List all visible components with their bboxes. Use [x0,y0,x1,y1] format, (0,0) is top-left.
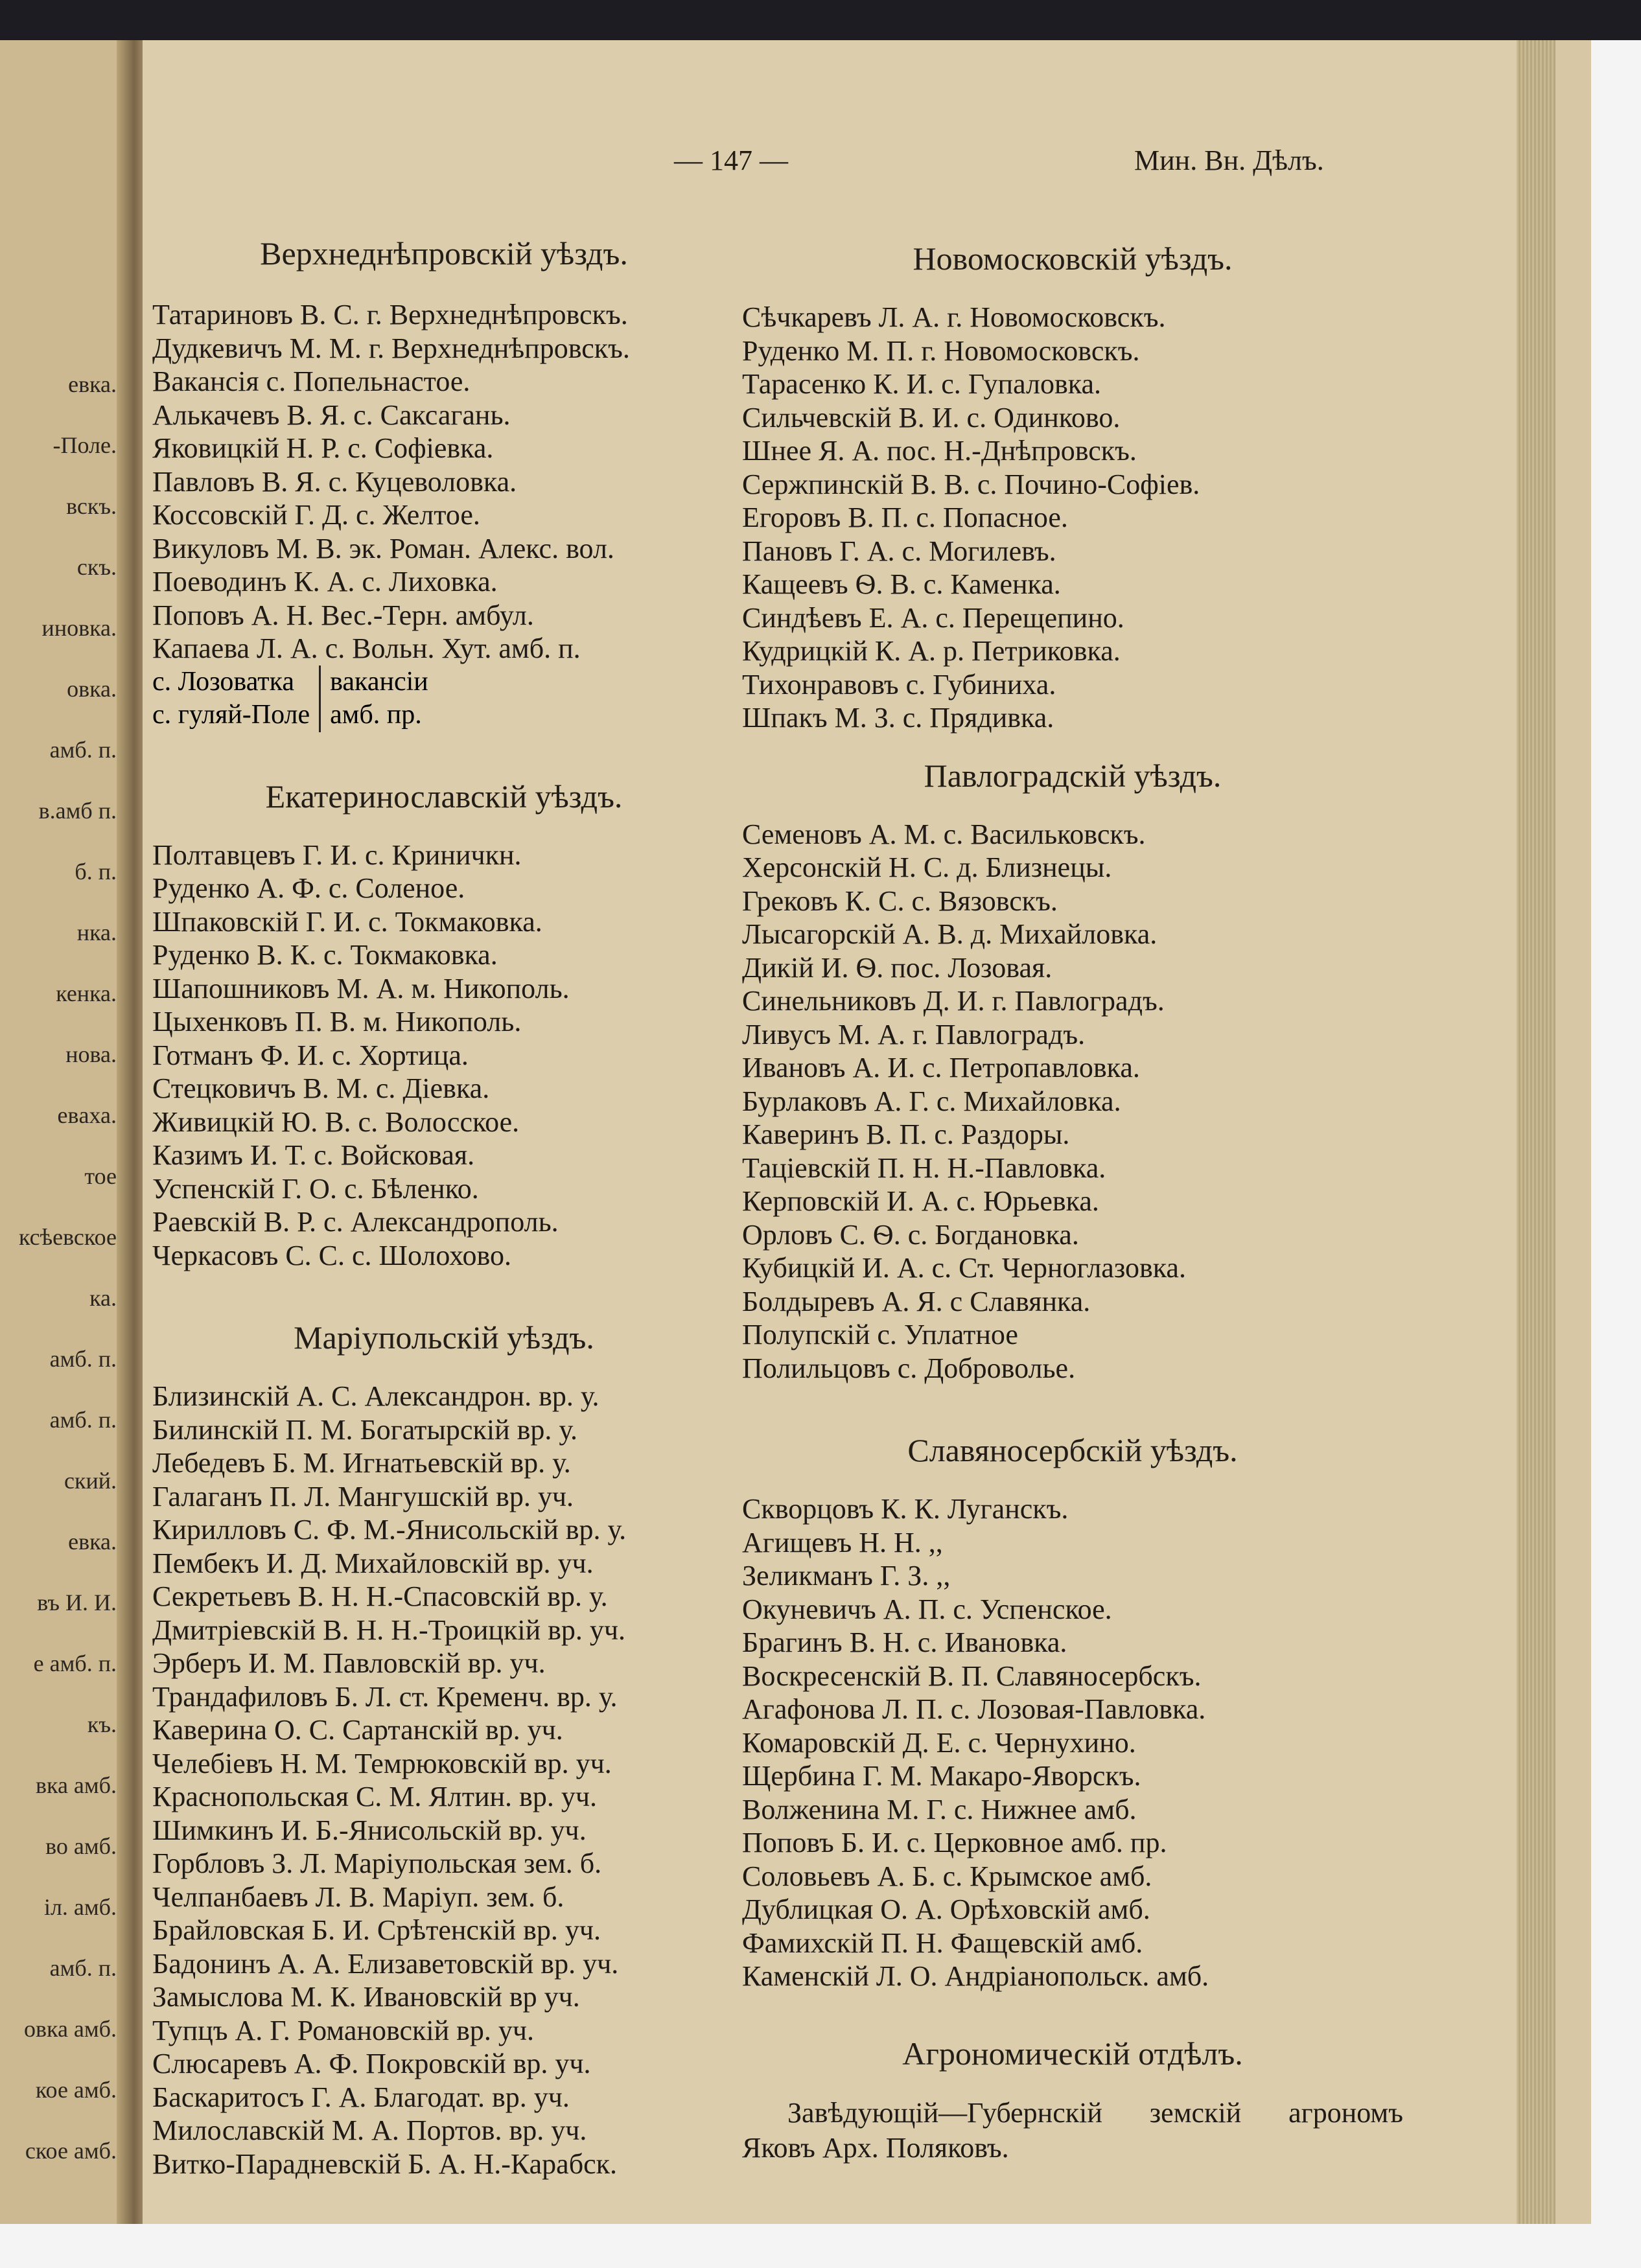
list-item: Поеводинъ К. А. с. Лиховка. [152,566,498,597]
list-item: Болдыревъ А. Я. с Славянка. [742,1285,1091,1317]
list-item: Челпанбаевъ Л. В. Маріуп. зем. б. [152,1880,564,1913]
list-item: Полупскій с. Уплатное [742,1319,1018,1350]
list-item: Шимкинъ И. Б.-Янисольскій вр. уч. [152,1814,587,1846]
left-page-text: евка. [68,1529,117,1555]
left-page-text: ский. [64,1468,117,1494]
page-number: — 147 — [674,145,788,176]
list-item: Эрберъ И. М. Павловскій вр. уч. [152,1647,546,1679]
list-item: Фамихскій П. Н. Фащевскій амб. [742,1927,1143,1959]
list-item: с. Лозоватка [152,666,295,697]
list-item: Соловьевъ А. Б. с. Крымское амб. [742,1860,1152,1892]
scan-top-border [0,0,1641,40]
list-item: Павловъ В. Я. с. Куцеволовка. [152,465,517,498]
list-item: Грековъ К. С. с. Вязовскъ. [742,885,1058,917]
section-title: Екатеринославскій уѣздъ. [265,778,623,815]
list-item: Кирилловъ С. Ф. М.-Янисольскій вр. у. [152,1514,627,1545]
list-item: Сѣчкаревъ Л. А. г. Новомосковскъ. [742,301,1166,333]
section-list [742,818,1403,1385]
list-item: Руденко М. П. г. Новомосковскъ. [742,334,1140,367]
page-edge [1517,40,1555,2224]
list-item: Таціевскій П. Н. Н.-Павловка. [742,1151,1106,1184]
list-item: Брайловская Б. И. Срѣтенскій вр. уч. [152,1914,601,1946]
scan-right-border [1591,40,1641,2224]
list-item: Полтавцевъ Г. И. с. Криничкн. [152,839,522,871]
list-item: Кубицкій И. А. с. Ст. Черноглазовка. [742,1252,1186,1284]
brace-right [321,665,428,732]
list-item: Руденко В. К. с. Токмаковка. [152,939,498,971]
list-item: Лысагорскій А. В. д. Михайловка. [742,918,1158,950]
list-item: Успенскій Г. О. с. Бѣленко. [152,1172,479,1205]
list-item: Готманъ Ф. И. с. Хортица. [152,1039,469,1071]
list-item: Близинскій А. С. Александрон. вр. у. [152,1380,599,1412]
book-spread [0,40,1591,2224]
list-item: Ивановъ А. И. с. Петропавловка. [742,1052,1140,1083]
list-item: Брагинъ В. Н. с. Ивановка. [742,1626,1067,1658]
list-item: Пановъ Г. А. с. Могилевъ. [742,535,1056,567]
left-page-text: вскъ. [66,493,117,519]
list-item: с. гуляй-Поле [152,700,310,730]
list-item: Синдѣевъ Е. А. с. Перещепино. [742,601,1124,634]
list-item: Воскресенскій В. П. Славяносербскъ. [742,1660,1202,1692]
list-item: Стецковичъ В. М. с. Діевка. [152,1072,490,1104]
list-item: Викуловъ М. В. эк. Роман. Алекс. вол. [152,532,614,564]
section-title: Агрономическій отдѣлъ. [902,2035,1243,2072]
left-page-text: овка амб. [24,2016,117,2042]
list-item: Замыслова М. К. Ивановскій вр уч. [152,1981,580,2013]
brace-group [152,665,736,732]
list-item: Шнее Я. А. пос. Н.-Днѣпровскъ. [742,435,1137,467]
left-page-text: іл. амб. [43,1894,117,1920]
list-item: Тупцъ А. Г. Романовскій вр. уч. [152,2014,535,2046]
column-right [742,240,1403,2166]
left-page-text: въ И. И. [37,1590,117,1615]
list-item: Полильцовъ с. Доброволье. [742,1352,1076,1384]
left-page-text: амб. п. [49,1955,117,1981]
list-item: Керповскій И. А. с. Юрьевка. [742,1185,1099,1217]
list-item: Живицкій Ю. В. с. Волосское. [152,1105,520,1138]
left-page-text: амб. п. [49,1407,117,1433]
list-item: Трандафиловъ Б. Л. ст. Кременч. вр. у. [152,1680,618,1713]
left-page-text: -Поле. [52,432,117,458]
list-item: Бурлаковъ А. Г. с. Михайловка. [742,1085,1121,1117]
left-page-text: къ. [87,1711,117,1737]
left-page-text: евка. [68,371,117,397]
list-item: Дикій И. Ѳ. пос. Лозовая. [742,951,1053,984]
agronomic-paragraph: Завѣдующій—Губернскій земскій агрономъ Яковъ Арх. Поляковъ. [742,2096,1403,2164]
list-item: Зеликманъ Г. З. ,, [742,1560,951,1591]
list-item: Капаева Л. А. с. Вольн. Хут. амб. п. [152,632,581,664]
left-page-fragment [0,40,130,2224]
left-page-text: кенка. [56,980,117,1006]
section-title: Верхнеднѣпровскій уѣздъ. [260,235,628,272]
left-page-text: евaха. [57,1102,117,1128]
list-item: Ливусъ М. А. г. Павлоградъ. [742,1018,1086,1050]
list-item: Орловъ С. Ѳ. с. Богдановка. [742,1218,1079,1251]
list-item: Окуневичъ А. П. с. Успенское. [742,1593,1112,1625]
list-item: Раевскій В. Р. с. Александрополь. [152,1206,559,1238]
list-item: Галаганъ П. Л. Мангушскій вр. уч. [152,1480,574,1512]
section-list [742,301,1403,735]
list-item: Агищевъ Н. Н. ,, [742,1526,943,1558]
left-page-text: е амб. п. [33,1650,117,1676]
list-item: Каверинъ В. П. с. Раздоры. [742,1118,1070,1150]
list-item: Комаровскій Д. Е. с. Чернухино. [742,1726,1136,1759]
list-item: Шпаковскій Г. И. с. Токмаковка. [152,905,542,938]
list-item: Руденко А. Ф. с. Соленое. [152,872,465,904]
list-item: Вакансія с. Попельнастое. [152,365,471,397]
list-item: Шапошниковъ М. А. м. Никополь. [152,972,570,1004]
left-page-text: иновка. [41,615,117,641]
list-item: Пембекъ И. Д. Михайловскій вр. уч. [152,1547,594,1579]
list-item: Херсонскій Н. С. д. Близнецы. [742,851,1112,883]
list-item: Поповъ Б. И. с. Церковное амб. пр. [742,1827,1167,1858]
list-item: Семеновъ А. М. с. Васильковскъ. [742,818,1146,850]
list-item: Сержпинскій В. В. с. Почино-Софіев. [742,468,1200,500]
list-item: Горбловъ З. Л. Маріупольская зем. б. [152,1847,602,1879]
list-item: Секретьевъ В. Н. Н.-Спасовскій вр. у. [152,1580,608,1612]
list-item: Черкасовъ С. С. с. Шолохово. [152,1239,512,1271]
left-page-text: ка. [89,1285,117,1311]
list-item: Тарасенко К. И. с. Гупаловка. [742,368,1101,400]
list-item: Сильчевскій В. И. с. Одинково. [742,401,1121,434]
list-item: Агафонова Л. П. с. Лозовая-Павловка. [742,1693,1206,1725]
left-page-text: вка амб. [36,1772,117,1798]
scan-bottom-border [0,2224,1641,2268]
list-item: Каверина О. С. Сартанскій вр. уч. [152,1714,563,1746]
list-item: Скворцовъ К. К. Луганскъ. [742,1493,1069,1525]
list-item: Кащеевъ Ѳ. В. с. Каменка. [742,568,1061,600]
list-item: Дмитріевскій В. Н. Н.-Троицкій вр. уч. [152,1614,626,1646]
list-item: Щербина Г. М. Макаро-Яворскъ. [742,1760,1141,1792]
list-item: Татариновъ В. С. г. Верхнеднѣпровскъ. [152,299,628,330]
list-item: Дублицкая О. А. Орѣховскій амб. [742,1893,1150,1925]
list-item: Коссовскій Г. Д. с. Желтое. [152,499,480,531]
left-page-text: ксѣевское [19,1224,117,1250]
list-item: амб. пр. [330,700,422,730]
list-item: Тихонравовъ с. Губиниха. [742,668,1056,700]
list-item: Цыхенковъ П. В. м. Никополь. [152,1006,522,1037]
list-item: Казимъ И. Т. с. Войсковая. [152,1139,475,1171]
running-title: Мин. Вн. Дѣлъ. [1134,145,1324,176]
list-item: Милославскій М. А. Портов. вр. уч. [152,2114,587,2146]
list-item: Билинскій П. М. Богатырскій вр. у. [152,1413,577,1446]
left-page-text: нка. [76,920,117,945]
section-title: Павлоградскій уѣздъ. [924,757,1222,794]
list-item: Челебіевъ Н. М. Темрюковскій вр. уч. [152,1747,612,1779]
list-item: Витко-Парадневскій Б. А. Н.-Карабск. [152,2147,617,2180]
left-page-text: тое [84,1163,117,1189]
list-item: Бадонинъ А. А. Елизаветовскій вр. уч. [152,1947,619,1980]
brace-left [152,665,321,732]
list-item: Краснопольская С. М. Ялтин. вр. уч. [152,1781,597,1812]
list-item: Слюсаревъ А. Ф. Покровскій вр. уч. [152,2048,591,2079]
section-list [742,1492,1403,1993]
left-page-text: ское амб. [25,2138,117,2164]
list-item: Баскаритосъ Г. А. Благодат. вр. уч. [152,2081,570,2113]
section-title: Маріупольскій уѣздъ. [294,1319,594,1356]
left-page-text: б. п. [75,859,117,885]
list-item: Яковицкій Н. Р. с. Софіевка. [152,432,494,464]
list-item: Волженина М. Г. с. Нижнее амб. [742,1793,1137,1825]
left-page-text: амб. п. [49,737,117,763]
section-list [152,1380,736,2181]
column-left [152,235,736,2181]
list-item: Кудрицкій К. А. р. Петриковка. [742,635,1121,667]
list-item: Шпакъ М. З. с. Прядивка. [742,702,1054,734]
list-item: Поповъ А. Н. Вес.-Терн. амбул. [152,599,534,631]
list-item: Каменскій Л. О. Андріанопольск. амб. [742,1960,1209,1992]
list-item: вакансіи [330,666,428,697]
list-item: Лебедевъ Б. М. Игнатьевскій вр. у. [152,1447,571,1479]
list-item: Егоровъ В. П. с. Попасное. [742,502,1068,533]
list-item: Синельниковъ Д. И. г. Павлоградъ. [742,985,1165,1017]
left-page-text: скъ. [76,554,117,580]
section-title: Славяносербскій уѣздъ. [907,1432,1238,1468]
section-list [152,298,736,665]
section-list [152,839,736,1273]
list-item: Алькачевъ В. Я. с. Саксагань. [152,399,511,431]
left-page-text: овка. [67,676,117,702]
section-title: Новомосковскій уѣздъ. [913,240,1233,277]
left-page-text: во амб. [45,1833,117,1859]
left-page-text: в.амб п. [38,798,117,824]
list-item: Дудкевичъ М. М. г. Верхнеднѣпровскъ. [152,332,630,364]
left-page-text: кое амб. [35,2077,117,2103]
left-page-text: нова. [65,1041,117,1067]
left-page-text: амб. п. [49,1346,117,1372]
